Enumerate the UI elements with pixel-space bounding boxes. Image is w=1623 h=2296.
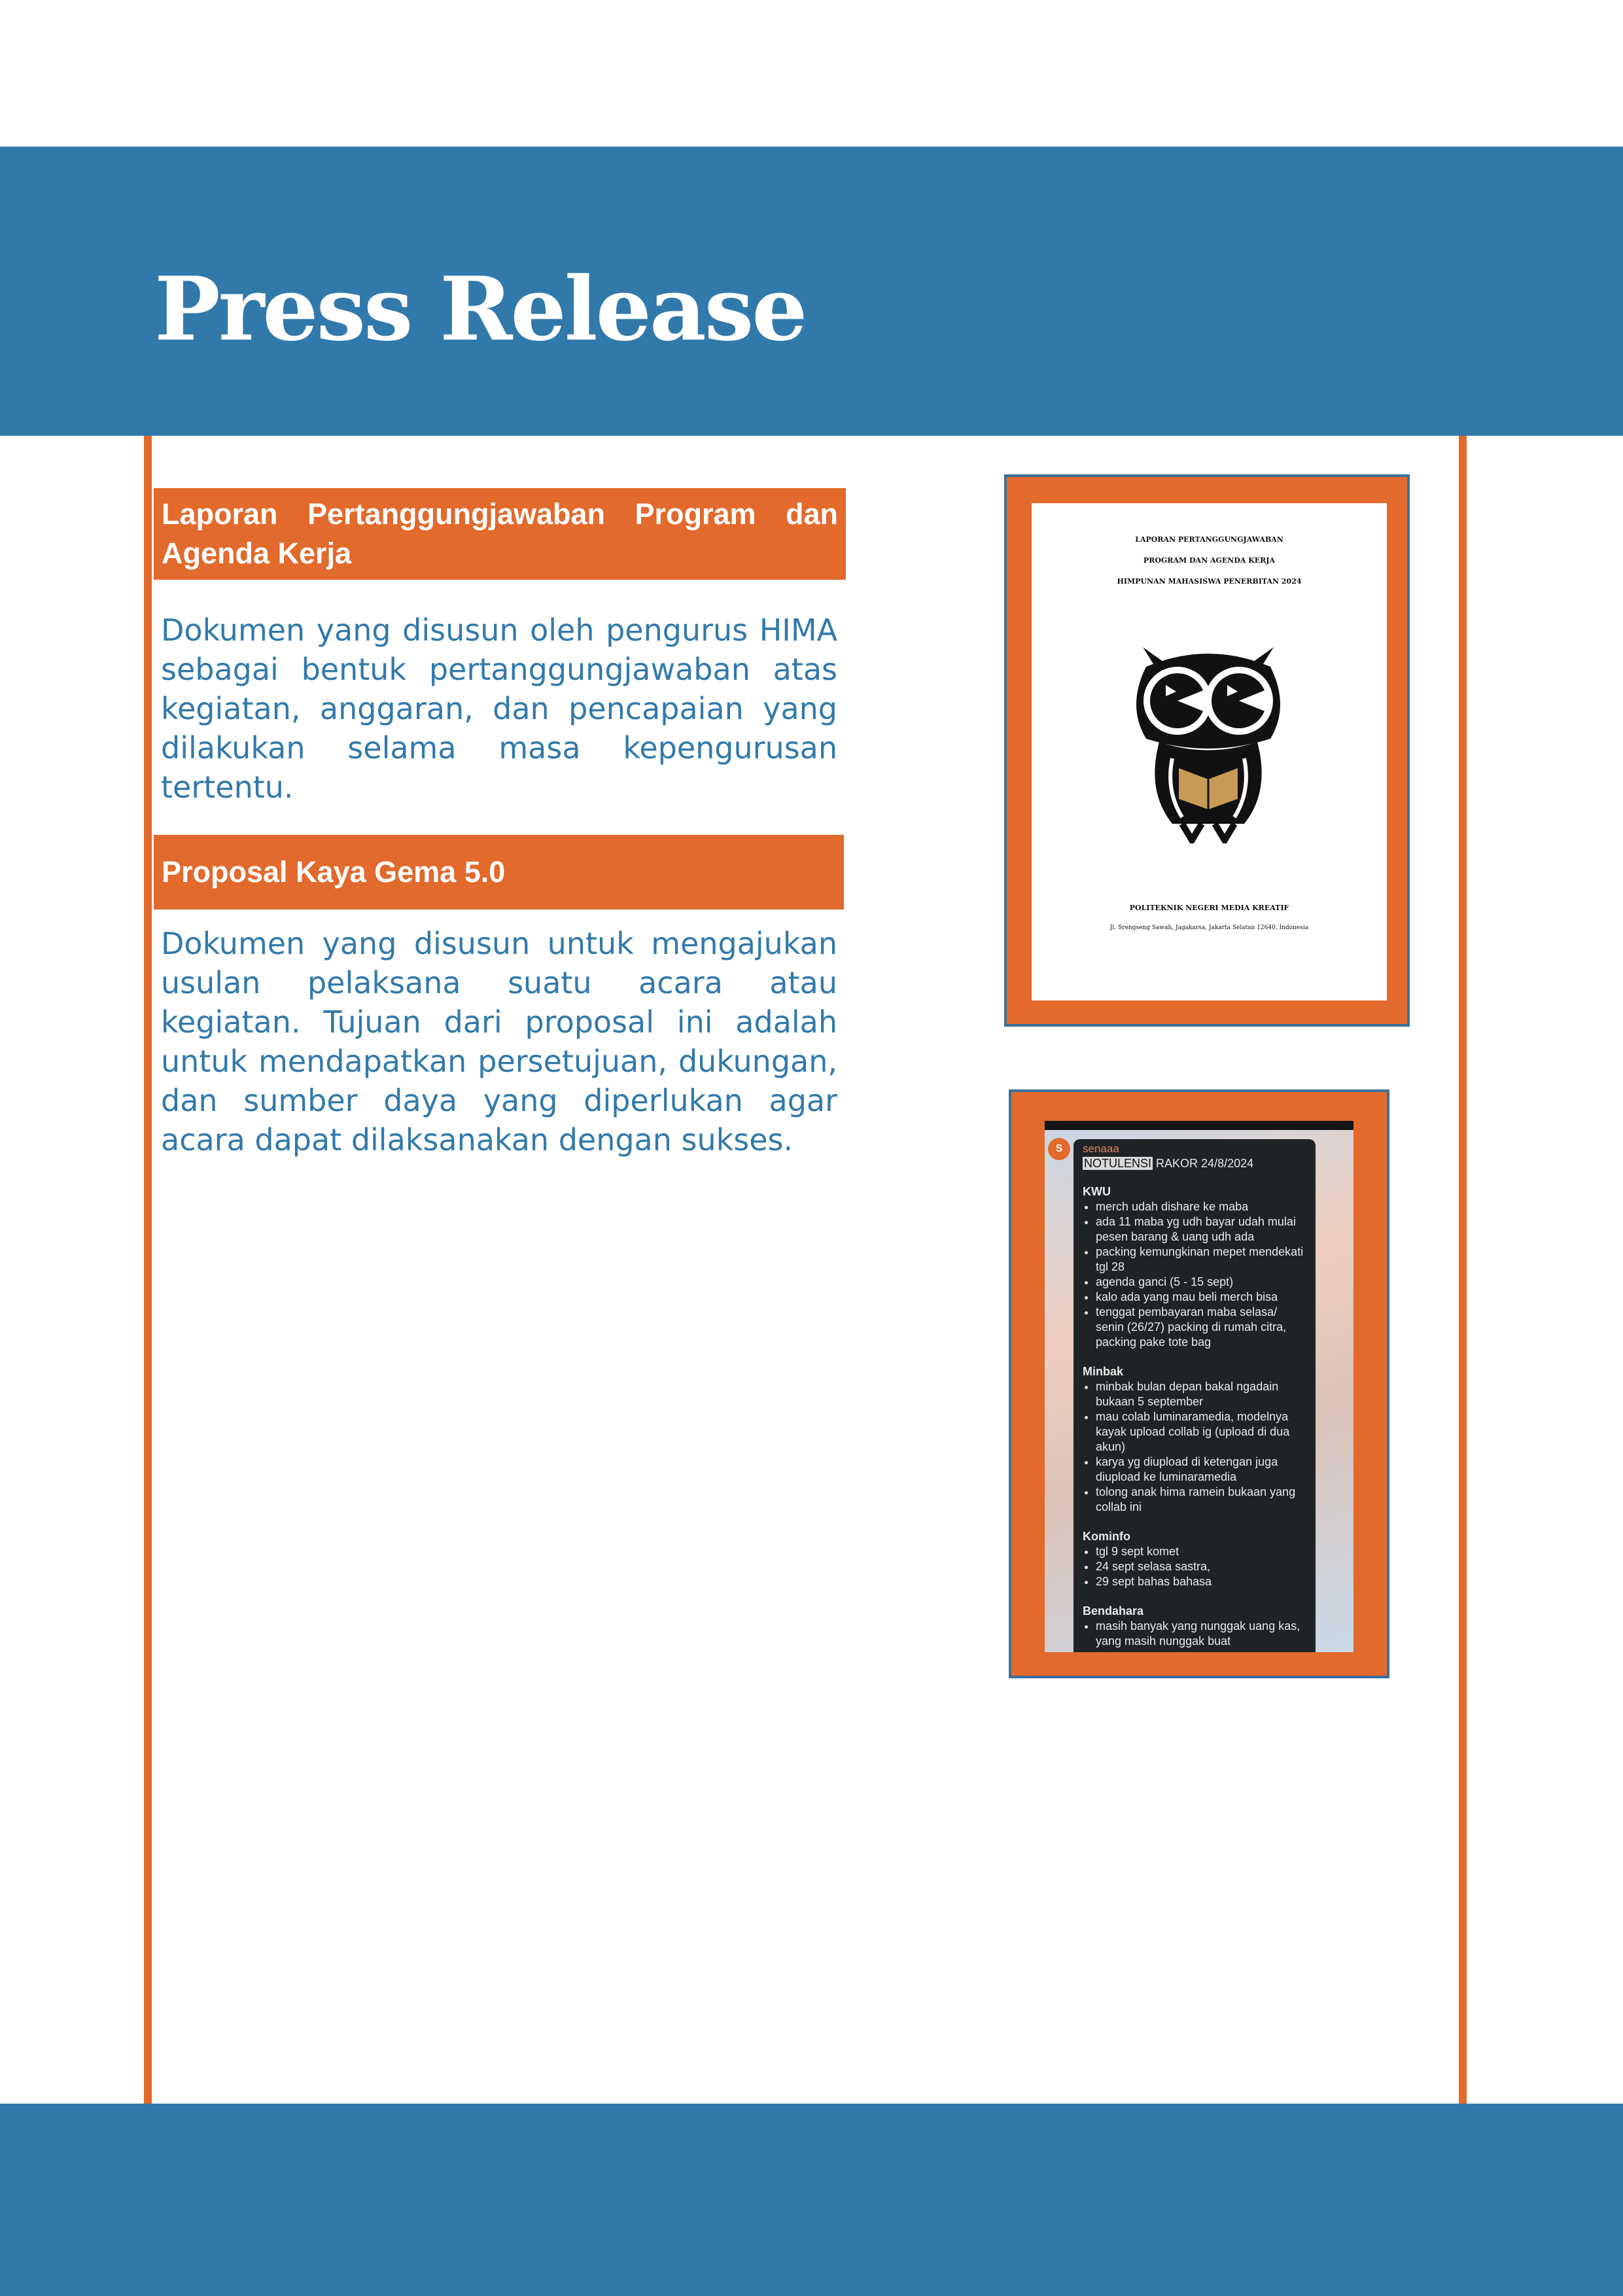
avatar: S — [1048, 1138, 1070, 1160]
list-item: • ada 11 maba yg udh bayar udah mulai pesen barang & uang udh ada — [1096, 1214, 1306, 1245]
meeting-notes-image — [1009, 1089, 1389, 1678]
page-title: Press Release — [154, 257, 806, 361]
list-item: • packing kemungkinan mepet mendekati tgl 28 — [1096, 1245, 1306, 1275]
chat-bubble — [1073, 1139, 1316, 1652]
section-body-lpj: Dokumen yang disusun oleh pengurus HIMA sebagai bentuk pertanggungjawaban atas kegiatan, anggaran, dan pencapaian yang dilakukan selama masa kepengurusan tertentu. — [161, 612, 837, 805]
report-cover-image — [1004, 474, 1410, 1027]
list-item: • merch udah dishare ke maba — [1096, 1199, 1306, 1214]
chat-title-rest: RAKOR 24/8/2024 — [1153, 1157, 1254, 1170]
cover-title-line: PROGRAM DAN AGENDA KERJA — [1143, 556, 1276, 565]
status-bar — [1045, 1121, 1353, 1130]
list-item: • tenggat pembayaran maba selasa/ senin (26/27) packing di rumah citra, packing pake tote bag — [1096, 1305, 1306, 1350]
cover-institution: POLITEKNIK NEGERI MEDIA KREATIF — [1129, 904, 1289, 912]
list-item: • tolong anak hima ramein bukaan yang collab ini — [1096, 1485, 1306, 1515]
owl-logo-icon — [1120, 627, 1297, 843]
section-heading-proposal: Proposal Kaya Gema 5.0 — [154, 835, 844, 910]
notes-group-title: Kominfo — [1083, 1530, 1130, 1543]
cover-title-line: LAPORAN PERTANGGUNGJAWABAN — [1135, 535, 1283, 544]
list-item: • tgl 9 sept komet — [1096, 1544, 1306, 1559]
list-item: • mau colab luminaramedia, modelnya kayak upload collab ig (upload di dua akun) — [1096, 1409, 1306, 1455]
chat-screenshot — [1045, 1121, 1353, 1652]
notes-group-title: Bendahara — [1083, 1604, 1144, 1617]
report-cover-page — [1032, 503, 1387, 1000]
footer-band — [0, 2104, 1623, 2296]
notes-list — [1083, 1199, 1306, 1350]
notes-list — [1083, 1619, 1306, 1649]
list-item: • 24 sept selasa sastra, — [1096, 1559, 1306, 1574]
notes-list — [1083, 1544, 1306, 1589]
notes-group-title: Minbak — [1083, 1365, 1124, 1378]
notes-group-title: KWU — [1083, 1185, 1111, 1198]
right-border-line — [1459, 436, 1467, 2104]
cover-title-line: HIMPUNAN MAHASISWA PENERBITAN 2024 — [1117, 577, 1302, 586]
notes-list — [1083, 1379, 1306, 1515]
cover-address: Jl. Srengseng Sawah, Jagakarsa, Jakarta Selatan 12640, Indonesia — [1109, 925, 1309, 931]
left-border-line — [144, 436, 152, 2104]
chat-title — [1083, 1156, 1306, 1171]
chat-sender: senaaa — [1083, 1142, 1119, 1155]
section-heading-lpj: Laporan Pertanggungjawaban Program dan Agenda Kerja — [154, 488, 846, 580]
list-item: • karya yg diupload di ketengan juga diupload ke luminaramedia — [1096, 1455, 1306, 1485]
chat-title-highlight: NOTULENSI — [1084, 1157, 1152, 1170]
list-item: • minbak bulan depan bakal ngadain bukaan 5 september — [1096, 1379, 1306, 1409]
list-item: • 29 sept bahas bahasa — [1096, 1574, 1306, 1589]
list-item: • agenda ganci (5 - 15 sept) — [1096, 1275, 1306, 1290]
list-item: • masih banyak yang nunggak uang kas, yang masih nunggak buat — [1096, 1619, 1306, 1649]
list-item: • kalo ada yang mau beli merch bisa — [1096, 1290, 1306, 1305]
section-body-proposal: Dokumen yang disusun untuk mengajukan usulan pelaksana suatu acara atau kegiatan. Tujuan dari proposal ini adalah untuk mendapatkan persetujuan, dukungan, dan sumber daya yang diperlukan agar acara dapat dilaksanakan dengan sukses. — [161, 926, 837, 1157]
